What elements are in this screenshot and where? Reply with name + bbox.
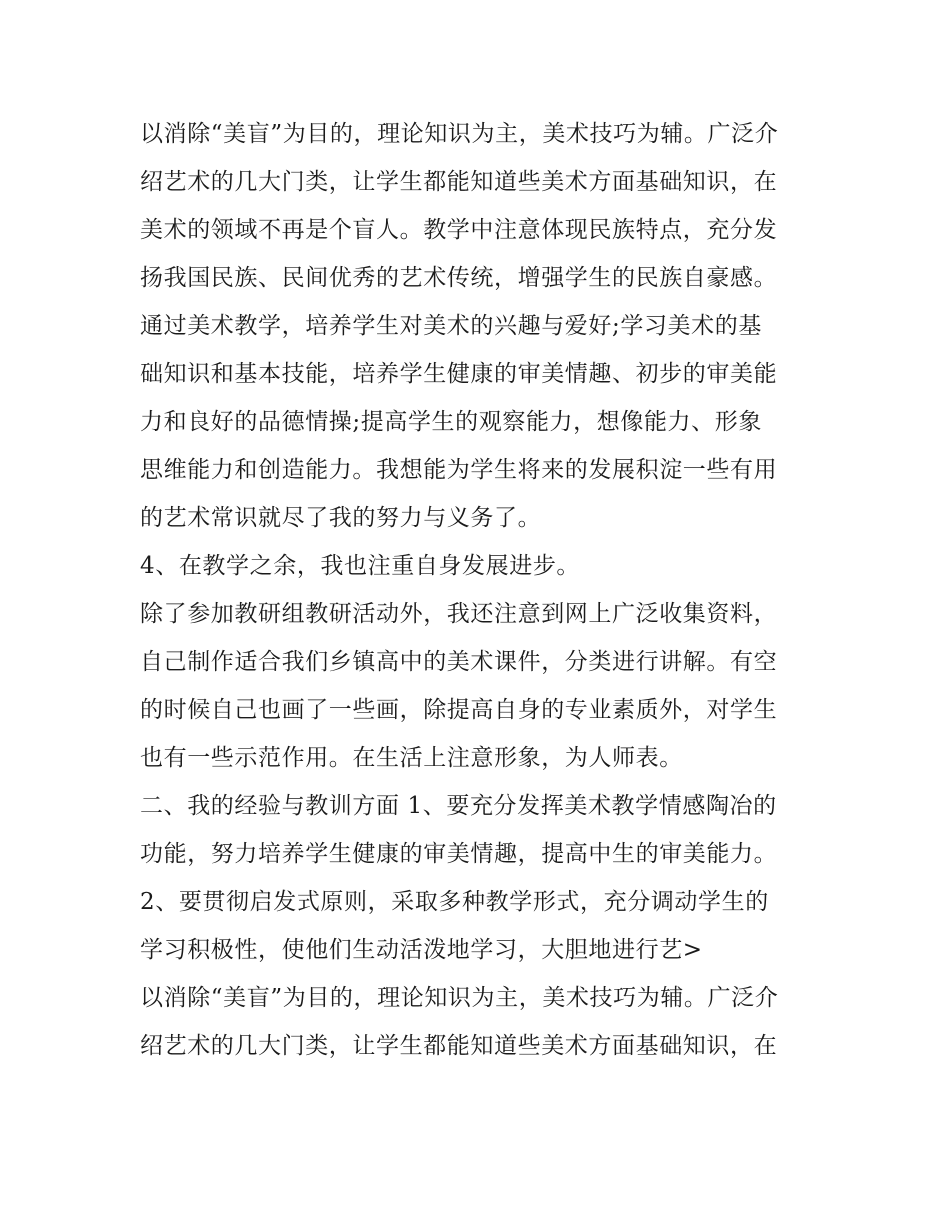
text-line-3: 美术的领域不再是个盲人。教学中注意体现民族特点，充分发 (140, 217, 778, 243)
text-line-18: 学习积极性，使他们生动活泼地学习，大胆地进行艺> (140, 937, 703, 963)
text-line-19: 以消除“美盲”为目的，理论知识为主，美术技巧为辅。广泛介 (140, 985, 779, 1011)
text-line-5: 通过美术教学，培养学生对美术的兴趣与爱好;学习美术的基 (140, 313, 762, 339)
section-heading-4: 4、在教学之余，我也注重自身发展进步。 (140, 553, 581, 579)
document-body (140, 110, 820, 1070)
text-line-4: 扬我国民族、民间优秀的艺术传统，增强学生的民族自豪感。 (140, 265, 778, 291)
text-line-20: 绍艺术的几大门类，让学生都能知道些美术方面基础知识，在 (140, 1033, 778, 1059)
text-line-13: 的时候自己也画了一些画，除提高自身的专业素质外，对学生 (140, 697, 778, 723)
text-line-1: 以消除“美盲”为目的，理论知识为主，美术技巧为辅。广泛介 (140, 121, 779, 147)
text-line-9: 的艺术常识就尽了我的努力与义务了。 (140, 505, 542, 531)
text-line-16: 功能，努力培养学生健康的审美情趣，提高中生的审美能力。 (140, 841, 778, 867)
text-line-6: 础知识和基本技能，培养学生健康的审美情趣、初步的审美能 (140, 361, 778, 387)
text-line-17: 2、要贯彻启发式原则，采取多种教学形式，充分调动学生的 (140, 889, 769, 915)
text-line-8: 思维能力和创造能力。我想能为学生将来的发展积淀一些有用 (140, 457, 778, 483)
text-line-7: 力和良好的品德情操;提高学生的观察能力，想像能力、形象 (140, 409, 762, 435)
text-line-12: 自己制作适合我们乡镇高中的美术课件，分类进行讲解。有空 (140, 649, 778, 675)
text-line-11: 除了参加教研组教研活动外，我还注意到网上广泛收集资料， (140, 601, 778, 627)
text-line-14: 也有一些示范作用。在生活上注意形象，为人师表。 (140, 745, 683, 771)
section-heading-2: 二、我的经验与教训方面 1、要充分发挥美术教学情感陶冶的 (140, 793, 777, 819)
text-line-2: 绍艺术的几大门类，让学生都能知道些美术方面基础知识，在 (140, 169, 778, 195)
